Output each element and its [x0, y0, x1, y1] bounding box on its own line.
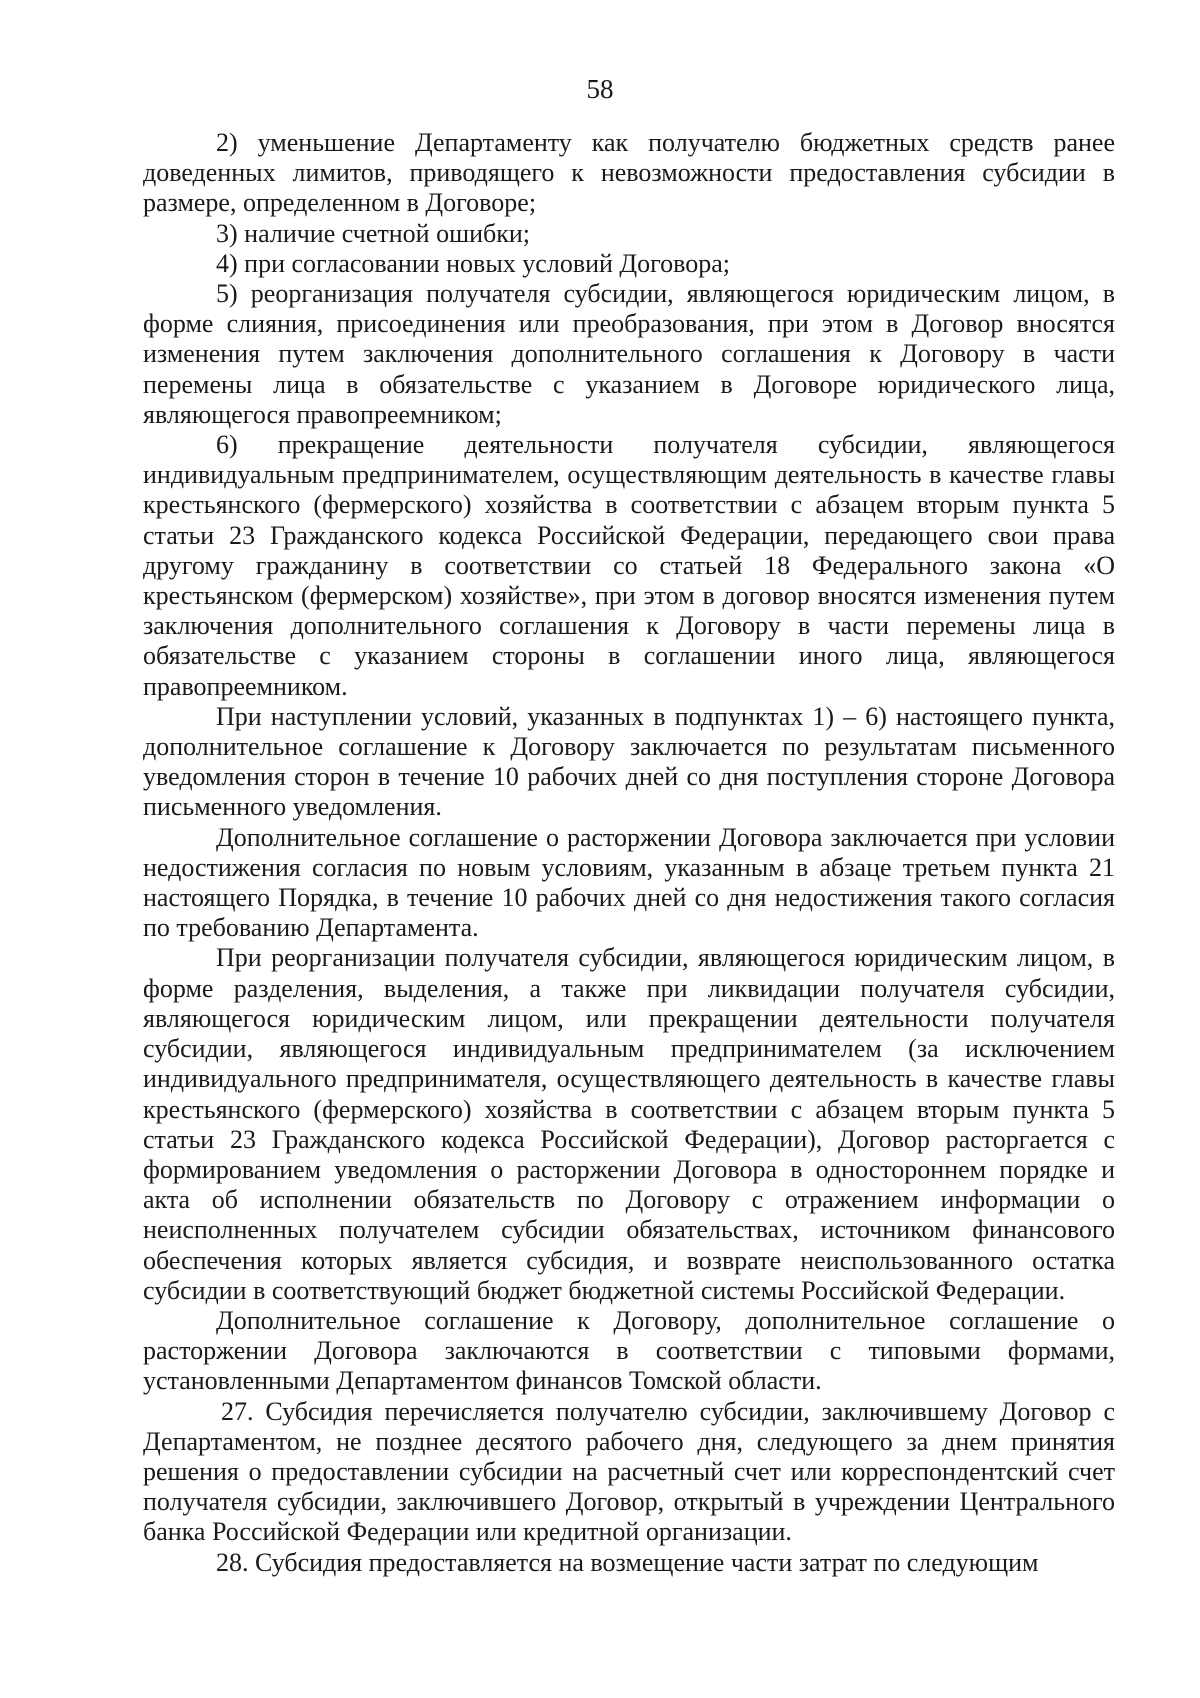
- paragraph-item-3: 3) наличие счетной ошибки;: [216, 218, 531, 248]
- paragraph-item-4: 4) при согласовании новых условий Договора;: [216, 248, 731, 278]
- paragraph-item-2: 2) уменьшение Департаменту как получателю бюджетных средств ранее доведенных лимитов, приводящего к невозможности предоставления субсидии в размере, определенном в Договоре;: [143, 128, 1115, 218]
- paragraph-clause-27: 27. Субсидия перечисляется получателю субсидии, заключившему Договор с Департаментом, не позднее десятого рабочего дня, следующего за днем принятия решения о предоставлении субсидии на расчетный счет или корреспондентский счет получателя субсидии, заключившего Договор, открытый в учреждении Центрального банка Российской Федерации или кредитной организации.: [143, 1396, 1115, 1547]
- paragraph-item-5: 5) реорганизация получателя субсидии, являющегося юридическим лицом, в форме слияния, присоединения или преобразования, при этом в Договор вносятся изменения путем заключения дополнительного соглашения к Договору в части перемены лица в обязательстве с указанием в Договоре юридического лица, являющегося правопреемником;: [143, 279, 1115, 429]
- paragraph-reorganization: При реорганизации получателя субсидии, являющегося юридическим лицом, в форме разделения, выделения, а также при ликвидации получателя субсидии, являющегося юридическим лицом, или прекращении деятельности получателя субсидии, являющегося индивидуальным предпринимателем (за исключением индивидуального предпринимателя, осуществляющего деятельность в качестве главы крестьянского (фермерского) хозяйства в соответствии с абзацем вторым пункта 5 статьи 23 Гражданского кодекса Российской Федерации), Договор расторгается с формированием уведомления о расторжении Договора в одностороннем порядке и акта об исполнении обязательств по Договору с отражением информации о неисполненных получателем субсидии обязательствах, источником финансового обеспечения которых является субсидия, и возврате неиспользованного остатка субсидии в соответствующий бюджет бюджетной системы Российской Федерации.: [143, 943, 1115, 1305]
- document-body: [143, 128, 1115, 1578]
- paragraph-termination-agreement: Дополнительное соглашение о расторжении Договора заключается при условии недостижения согласия по новым условиям, указанным в абзаце третьем пункта 21 настоящего Порядка, в течение 10 рабочих дней со дня недостижения такого согласия по требованию Департамента.: [143, 822, 1115, 943]
- paragraph-standard-forms: Дополнительное соглашение к Договору, дополнительное соглашение о расторжении Договора заключаются в соответствии с типовыми формами, установленными Департаментом финансов Томской области.: [143, 1305, 1115, 1396]
- paragraph-clause-28: 28. Субсидия предоставляется на возмещение части затрат по следующим: [216, 1547, 1039, 1577]
- page-number: 58: [586, 74, 614, 104]
- paragraph-conditions: При наступлении условий, указанных в подпунктах 1) – 6) настоящего пункта, дополнительное соглашение к Договору заключается по результатам письменного уведомления сторон в течение 10 рабочих дней со дня поступления стороне Договора письменного уведомления.: [143, 701, 1115, 822]
- paragraph-item-6: 6) прекращение деятельности получателя субсидии, являющегося индивидуальным предпринимателем, осуществляющим деятельность в качестве главы крестьянского (фермерского) хозяйства в соответствии с абзацем вторым пункта 5 статьи 23 Гражданского кодекса Российской Федерации, передающего свои права другому гражданину в соответствии со статьей 18 Федерального закона «О крестьянском (фермерском) хозяйстве», при этом в договор вносятся изменения путем заключения дополнительного соглашения к Договору в части перемены лица в обязательстве с указанием стороны в соглашении иного лица, являющегося правопреемником.: [143, 430, 1115, 701]
